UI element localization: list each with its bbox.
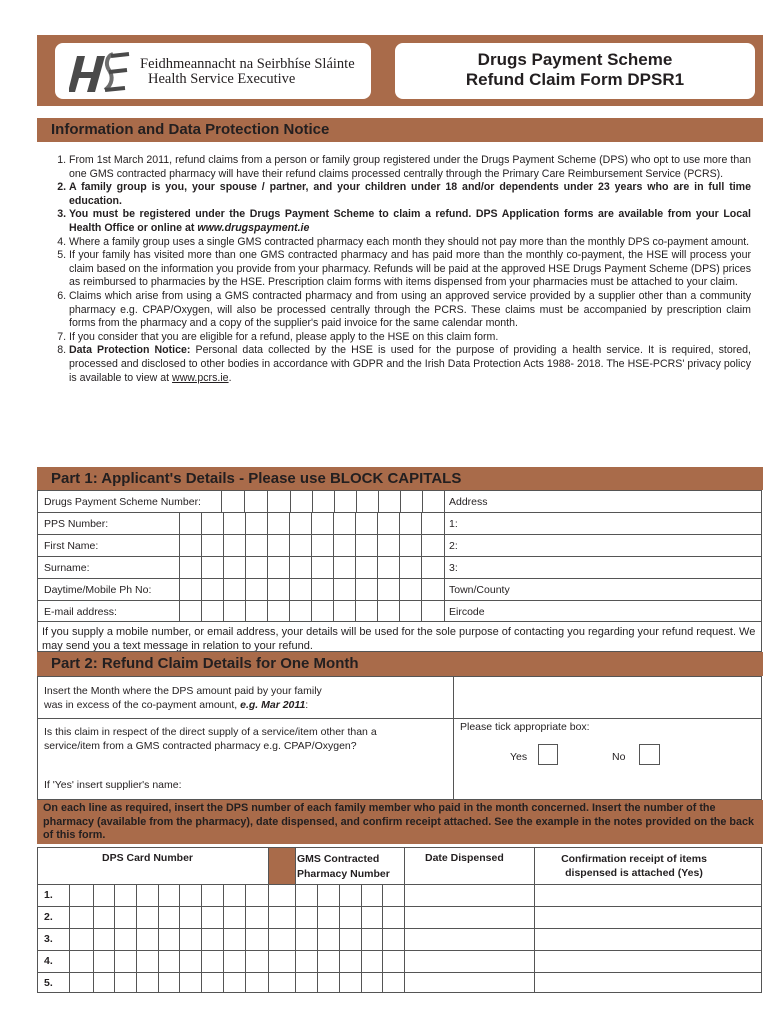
- char-box-phone[interactable]: [268, 579, 289, 600]
- part2-heading: Part 2: Refund Claim Details for One Month: [37, 652, 763, 676]
- char-box-dps-number[interactable]: [357, 491, 378, 512]
- logo-irish-name: Feidhmeannacht na Seirbhíse Sláinte: [140, 56, 355, 72]
- char-box-surname[interactable]: [422, 557, 444, 578]
- char-box-phone[interactable]: [334, 579, 355, 600]
- col-dps-card-header: DPS Card Number: [102, 852, 194, 864]
- date-dispensed-cell[interactable]: [406, 929, 533, 950]
- confirm-receipt-cell[interactable]: [536, 929, 760, 950]
- notice-item-1: [69, 154, 751, 181]
- address-field[interactable]: [445, 601, 761, 622]
- notice-item-8-end: .: [228, 371, 232, 384]
- claims-column-line: [404, 847, 405, 993]
- address-field[interactable]: [445, 491, 761, 512]
- char-box-surname[interactable]: [268, 557, 289, 578]
- month-example: e.g. Mar 2011: [240, 698, 306, 711]
- notice-item-3: [69, 208, 751, 235]
- confirm-receipt-cell[interactable]: [536, 885, 760, 906]
- char-box-email[interactable]: [422, 601, 444, 622]
- claims-header-line: [37, 884, 762, 885]
- char-box-pps-number[interactable]: [290, 513, 311, 534]
- address-field[interactable]: [445, 557, 761, 578]
- char-box-first-name[interactable]: [400, 535, 421, 556]
- char-box-first-name[interactable]: [312, 535, 333, 556]
- char-box-surname[interactable]: [400, 557, 421, 578]
- claims-column-line: [317, 884, 318, 993]
- notice-list: [45, 154, 751, 385]
- claims-column-line: [245, 884, 246, 993]
- claims-column-line: [93, 884, 94, 993]
- char-box-phone[interactable]: [312, 579, 333, 600]
- notice-item-6-text: Claims which arise from using a GMS contracted pharmacy and from using an approved service provided by a supplier other than a community pharmacy e.g. CPAP/Oxygen, will also be processed centrally through the PCRS. These claims must be accompanied by prescription claim forms from the pharmacy and a copy of the supplier's paid invoice for the same calendar month.: [69, 289, 751, 330]
- char-box-dps-number[interactable]: [379, 491, 400, 512]
- confirm-receipt-cell[interactable]: [536, 907, 760, 928]
- col-pharmacy-header: GMS Contracted Pharmacy Number: [297, 853, 390, 880]
- notice-item-3-text: You must be registered under the Drugs Payment Scheme to claim a refund. DPS Application forms are available from your Local Health Office or online at: [69, 208, 751, 234]
- supplier-name-input[interactable]: [210, 776, 454, 798]
- notice-item-4: [69, 236, 751, 250]
- char-box-surname[interactable]: [246, 557, 267, 578]
- char-box-dps-number[interactable]: [423, 491, 444, 512]
- char-box-first-name[interactable]: [356, 535, 377, 556]
- char-box-pps-number[interactable]: [378, 513, 399, 534]
- email-label: E-mail address:: [44, 606, 117, 618]
- char-box-pps-number[interactable]: [422, 513, 444, 534]
- char-box-pps-number[interactable]: [334, 513, 355, 534]
- claims-column-line: [361, 884, 362, 993]
- pcrs-link[interactable]: www.pcrs.ie: [172, 371, 229, 384]
- char-box-first-name[interactable]: [378, 535, 399, 556]
- char-box-pps-number[interactable]: [268, 513, 289, 534]
- eircode-label: Eircode: [449, 606, 485, 618]
- claims-column-line: [179, 884, 180, 993]
- confirm-receipt-cell[interactable]: [536, 973, 760, 994]
- date-dispensed-cell[interactable]: [406, 907, 533, 928]
- month-question-line2: was in excess of the co-payment amount,: [44, 698, 241, 711]
- char-box-first-name[interactable]: [422, 535, 444, 556]
- char-box-email[interactable]: [400, 601, 421, 622]
- char-box-email[interactable]: [312, 601, 333, 622]
- char-box-email[interactable]: [202, 601, 223, 622]
- supplier-label: If 'Yes' insert supplier's name:: [44, 779, 182, 791]
- char-box-first-name[interactable]: [290, 535, 311, 556]
- address-line2-label: 2:: [449, 540, 458, 552]
- char-box-email[interactable]: [290, 601, 311, 622]
- claims-column-line: [534, 847, 535, 993]
- yes-checkbox[interactable]: [538, 744, 558, 765]
- surname-label: Surname:: [44, 562, 90, 574]
- claim-row-number: 1.: [44, 889, 53, 901]
- yes-label: Yes: [510, 751, 528, 763]
- char-box-surname[interactable]: [224, 557, 245, 578]
- char-box-phone[interactable]: [224, 579, 245, 600]
- char-box-pps-number[interactable]: [180, 513, 201, 534]
- claims-column-line: [201, 884, 202, 993]
- char-box-first-name[interactable]: [246, 535, 267, 556]
- phone-label: Daytime/Mobile Ph No:: [44, 584, 152, 596]
- char-box-pps-number[interactable]: [356, 513, 377, 534]
- char-box-surname[interactable]: [334, 557, 355, 578]
- char-box-phone[interactable]: [400, 579, 421, 600]
- col-confirm-header: Confirmation receipt of items dispensed is attached (Yes): [561, 853, 707, 879]
- char-box-phone[interactable]: [290, 579, 311, 600]
- claims-row-line: [37, 928, 762, 929]
- no-checkbox[interactable]: [639, 744, 660, 765]
- char-box-first-name[interactable]: [334, 535, 355, 556]
- pps-number-label: PPS Number:: [44, 518, 109, 530]
- notice-item-8-text: Personal data collected by the HSE is used for the purpose of providing a health service. It is required, stored, processed and disclosed to other bodies in accordance with GDPR and the Irish Data Protection Acts 1988- 2018. The HSE-PCRS' privacy policy is available to view at: [69, 344, 751, 384]
- shaded-spacer-cell: [269, 848, 295, 884]
- logo-english-name: Health Service Executive: [148, 71, 296, 87]
- month-question-end: :: [305, 698, 309, 711]
- claims-row-line: [37, 950, 762, 951]
- char-box-email[interactable]: [180, 601, 201, 622]
- form-title-box: [395, 43, 755, 99]
- claim-row-number: 4.: [44, 955, 53, 967]
- claims-column-line: [382, 884, 383, 993]
- date-dispensed-cell[interactable]: [406, 885, 533, 906]
- confirm-receipt-cell[interactable]: [536, 951, 760, 972]
- char-box-surname[interactable]: [180, 557, 201, 578]
- direct-supply-question: Is this claim in respect of the direct supply of a service/item other than a service/item from a GMS contracted pharmacy e.g. CPAP/Oxygen?: [44, 726, 377, 752]
- claim-row-number: 5.: [44, 977, 53, 989]
- notice-item-4-text: Where a family group uses a single GMS contracted pharmacy each month they should not pay more than the monthly DPS co-payment amount.: [69, 235, 750, 248]
- month-question-line2-wrap: [44, 699, 322, 713]
- char-box-email[interactable]: [246, 601, 267, 622]
- address-line3-label: 3:: [449, 562, 458, 574]
- notice-item-8: [69, 344, 751, 385]
- col-date-header: Date Dispensed: [425, 852, 504, 864]
- char-box-first-name[interactable]: [202, 535, 223, 556]
- char-box-phone[interactable]: [378, 579, 399, 600]
- part2-row-line: [37, 718, 762, 719]
- char-box-pps-number[interactable]: [312, 513, 333, 534]
- char-box-dps-number[interactable]: [291, 491, 312, 512]
- notice-item-7: [69, 331, 751, 345]
- char-box-dps-number[interactable]: [222, 491, 244, 512]
- month-question: [44, 685, 322, 712]
- char-box-surname[interactable]: [312, 557, 333, 578]
- char-box-email[interactable]: [224, 601, 245, 622]
- char-box-first-name[interactable]: [180, 535, 201, 556]
- address-field[interactable]: [445, 535, 761, 556]
- data-protection-label: Data Protection Notice:: [69, 344, 191, 357]
- char-box-phone[interactable]: [356, 579, 377, 600]
- char-box-surname[interactable]: [202, 557, 223, 578]
- town-county-label: Town/County: [449, 584, 510, 596]
- claims-column-line: [295, 847, 296, 993]
- claim-row-number: 2.: [44, 911, 53, 923]
- notice-item-5-text: If your family has visited more than one GMS contracted pharmacy and has paid more than the monthly co-payment, the HSE will process your claim based on the information you provide from your pharmacy. Refunds will be paid at the approved HSE Drugs Payment Scheme (DPS) prices as reimbursed to pharmacies by the HSE. Prescription claim forms with items dispensed from your pharmacies must be attached to your claim.: [69, 249, 751, 289]
- char-box-pps-number[interactable]: [400, 513, 421, 534]
- char-box-pps-number[interactable]: [246, 513, 267, 534]
- notice-item-7-text: If you consider that you are eligible for a refund, please apply to the HSE on this claim form.: [69, 330, 499, 343]
- contact-note: If you supply a mobile number, or email address, your details will be used for the sole purpose of contacting you regarding your refund request. We may send you a text message in relation to your refund.: [42, 626, 756, 652]
- notice-item-6: [69, 290, 751, 331]
- address-line1-label: 1:: [449, 518, 458, 530]
- form-title: Drugs Payment Scheme: [477, 50, 673, 69]
- month-input[interactable]: [455, 678, 763, 718]
- char-box-dps-number[interactable]: [335, 491, 356, 512]
- claims-column-line: [114, 884, 115, 993]
- date-dispensed-cell[interactable]: [406, 973, 533, 994]
- address-label: Address: [449, 496, 488, 508]
- notice-item-2-text: A family group is you, your spouse / partner, and your children under 18 and/or dependents under 23 years who are in full time education.: [69, 181, 751, 207]
- no-label: No: [612, 751, 626, 763]
- char-box-phone[interactable]: [422, 579, 444, 600]
- hse-logo-text: [140, 57, 355, 87]
- hse-logo-icon: [69, 50, 131, 94]
- char-box-email[interactable]: [334, 601, 355, 622]
- char-box-phone[interactable]: [246, 579, 267, 600]
- claims-column-line: [223, 884, 224, 993]
- claims-row-line: [37, 906, 762, 907]
- claims-column-line: [158, 884, 159, 993]
- info-heading: Information and Data Protection Notice: [37, 118, 763, 142]
- char-box-email[interactable]: [378, 601, 399, 622]
- char-box-dps-number[interactable]: [401, 491, 422, 512]
- dps-number-label: Drugs Payment Scheme Number:: [44, 496, 201, 508]
- char-box-first-name[interactable]: [268, 535, 289, 556]
- claims-column-line: [136, 884, 137, 993]
- month-question-line1: Insert the Month where the DPS amount paid by your family: [44, 685, 322, 697]
- notice-item-5: [69, 249, 751, 290]
- char-box-phone[interactable]: [202, 579, 223, 600]
- address-field[interactable]: [445, 579, 761, 600]
- char-box-email[interactable]: [268, 601, 289, 622]
- char-box-dps-number[interactable]: [268, 491, 290, 512]
- char-box-surname[interactable]: [356, 557, 377, 578]
- char-box-email[interactable]: [356, 601, 377, 622]
- first-name-label: First Name:: [44, 540, 99, 552]
- claim-row-number: 3.: [44, 933, 53, 945]
- drugspayment-link[interactable]: www.drugspayment.ie: [197, 221, 310, 234]
- char-box-phone[interactable]: [180, 579, 201, 600]
- char-box-first-name[interactable]: [224, 535, 245, 556]
- instructions-bar: On each line as required, insert the DPS number of each family member who paid in the month concerned. Insert the number of the pharmacy (available from the pharmacy), date dispensed, and confirm receipt attached. See the example in the notes provided on the back of this form.: [37, 800, 763, 844]
- tick-box-label: Please tick appropriate box:: [460, 721, 590, 733]
- char-box-pps-number[interactable]: [202, 513, 223, 534]
- char-box-surname[interactable]: [378, 557, 399, 578]
- char-box-pps-number[interactable]: [224, 513, 245, 534]
- date-dispensed-cell[interactable]: [406, 951, 533, 972]
- form-subtitle: Refund Claim Form DPSR1: [465, 70, 685, 89]
- contact-note-box: [37, 622, 762, 652]
- char-box-dps-number[interactable]: [313, 491, 334, 512]
- char-box-surname[interactable]: [290, 557, 311, 578]
- part1-heading: Part 1: Applicant's Details - Please use BLOCK CAPITALS: [37, 467, 763, 490]
- address-field[interactable]: [445, 513, 761, 534]
- char-box-dps-number[interactable]: [245, 491, 267, 512]
- notice-item-2: [69, 181, 751, 208]
- notice-item-1-text: From 1st March 2011, refund claims from a person or family group registered under the Drugs Payment Scheme (DPS) who opt to use more than one GMS contracted pharmacy will have their refund claims processed centrally through the Primary Care Reimbursement Service (PCRS).: [69, 154, 751, 180]
- claims-column-line: [69, 884, 70, 993]
- claims-row-line: [37, 972, 762, 973]
- claims-column-line: [339, 884, 340, 993]
